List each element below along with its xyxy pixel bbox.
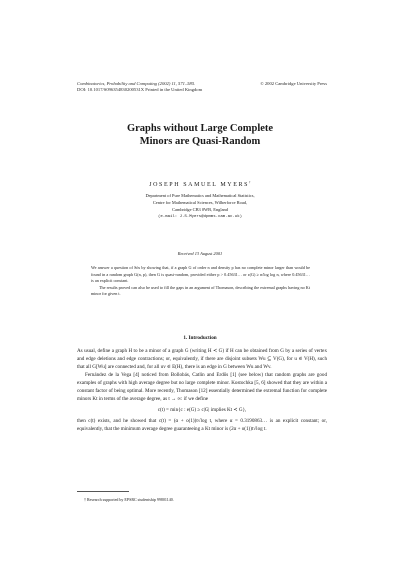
paper-title bbox=[0, 122, 400, 148]
body-text bbox=[77, 347, 327, 433]
body-paragraph-1: As usual, define a graph H to be a minor of a graph G (writing H ≺ G) if H can be obtained from G by a series of vertex and edge deletions and edge contractions; or, equivalently, if there are disjoint subsets Wu ⊆ V(G), for u ∈ V(H), such that all G[Wu] are connected and, for all uv ∈ E(H), there is an edge in G between Wu and Wv. bbox=[77, 348, 327, 370]
journal-citation: Combinatorics, Probability and Computing (2002) 11, 571–585. bbox=[77, 81, 196, 86]
footnote-rule bbox=[77, 491, 129, 492]
affiliation-line-1: Department of Pure Mathematics and Mathematical Statistics, bbox=[145, 193, 255, 198]
section-heading: 1. Introduction bbox=[183, 335, 217, 341]
author-footnote-mark: † bbox=[249, 180, 251, 184]
doi-line: DOI: 10.1017/S096354830200531X Printed in the United Kingdom bbox=[77, 87, 203, 92]
body-paragraph-2: Fernández de la Vega [4] noticed from Bollobás, Catlin and Erdős [1] (see below) that random graphs are good examples of graphs with high average degree but no large complete minor. Kostochka [5, 6] showed that they are within a constant factor of being optimal. More recently, Thomason [12] essentially determined the extremal function for complete minors Kt in terms of the average degree, as t → ∞: if we define bbox=[77, 372, 327, 402]
footnote: † Research supported by EPSRC studentship 99801140. bbox=[84, 497, 174, 502]
affiliation-line-2: Centre for Mathematical Sciences, Wilberforce Road, bbox=[152, 200, 248, 206]
copyright-notice: © 2002 Cambridge University Press bbox=[260, 81, 327, 86]
author-name-text: JOSEPH SAMUEL MYERS bbox=[149, 182, 250, 188]
author-name bbox=[0, 180, 400, 188]
abstract-paragraph-1: We answer a question of Sós by showing that, if a graph G of order n and density p has no complete minor larger than would be found in a random graph G(n, p), then G is quasi-random, provided either p > 0.45631… or ε(G) ≥ n/log log n, where 0.45631… is an explicit constant. bbox=[91, 265, 310, 284]
journal-header bbox=[77, 81, 327, 93]
body-paragraph-3: then c(t) exists, and he showed that c(t) = (α + o(1))t√log t, where α = 0.3190863… is an explicit constant; or, equivalently, that the minimum average degree guaranteeing a Kt minor is (2α + o(1))t√log t. bbox=[77, 418, 327, 432]
author-email: (e-mail: J.S.Myers@dpmms.cam.ac.uk) bbox=[157, 214, 242, 219]
affiliation bbox=[0, 192, 400, 221]
title-line-1: Graphs without Large Complete bbox=[126, 123, 274, 134]
affiliation-line-3: Cambridge CB3 0WB, England bbox=[172, 207, 228, 213]
display-equation: c(t) = min{c : e(G) ≥ c|G| implies Kt ≺ G}, bbox=[157, 407, 247, 413]
title-line-2: Minors are Quasi-Random bbox=[139, 136, 261, 147]
received-date: Received 13 August 2001 bbox=[177, 251, 223, 256]
abstract bbox=[91, 265, 310, 298]
abstract-paragraph-2: The results proved can also be used to fill the gaps in an argument of Thomason, describing the extremal graphs having no Kt minor for given t. bbox=[91, 284, 310, 297]
